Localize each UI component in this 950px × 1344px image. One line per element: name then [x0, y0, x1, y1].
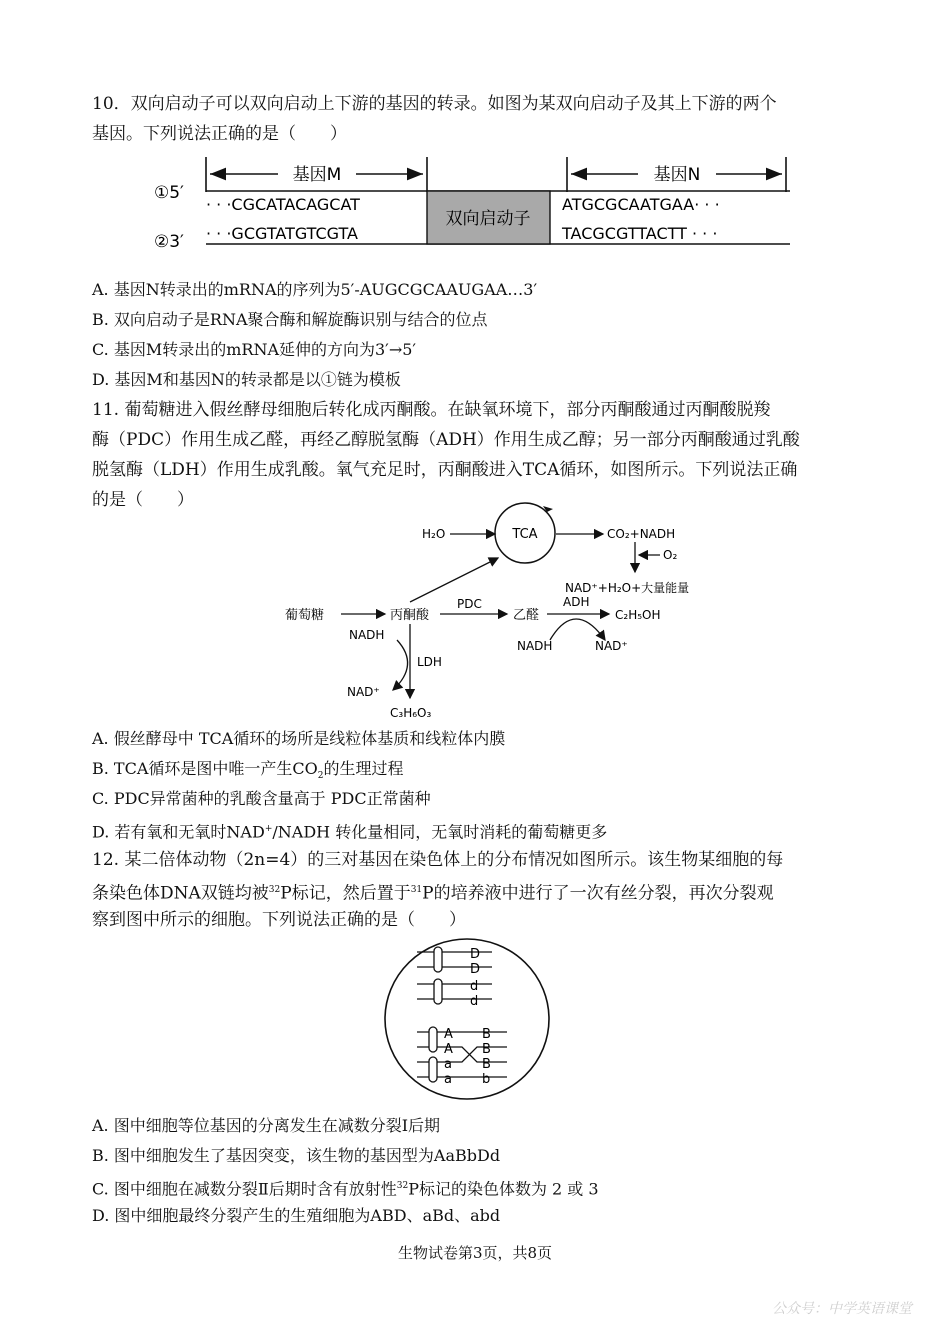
pyruvate-to-tca-arrow	[410, 558, 498, 602]
q10-stem-line2: 基因。下列说法正确的是（ ）	[92, 124, 347, 144]
o2-label: O₂	[663, 548, 678, 562]
ethanol-label: C₂H₅OH	[615, 608, 661, 622]
tca-label: TCA	[512, 527, 538, 542]
q11-stem-line4: 的是（ ）	[92, 490, 194, 510]
gene-a1: A	[444, 1027, 453, 1042]
q11-option-b: B. TCA循环是图中唯一产生$CO_2$的生理过程	[92, 759, 404, 782]
h2o-label: H₂O	[422, 527, 446, 541]
nad-left-label: NAD⁺	[347, 685, 380, 699]
strand1-label: ①5′	[154, 183, 184, 203]
acetaldehyde-label: 乙醛	[513, 608, 540, 623]
page-footer: 生物试卷第3页，共8页	[397, 1244, 553, 1262]
strand1-right-seq: ATGCGCAATGAA· · ·	[562, 195, 720, 214]
lactate-label: C₃H₆O₃	[390, 706, 432, 720]
strand2-label: ②3′	[154, 232, 184, 252]
q11-option-a: A. 假丝酵母中 TCA循环的场所是线粒体基质和线粒体内膜	[92, 729, 506, 748]
upper-chromosome-pair	[417, 947, 492, 1004]
nadh-to-nad-curve-left	[393, 640, 408, 690]
ldh-label: LDH	[417, 655, 442, 669]
pyruvate-label: 丙酮酸	[390, 608, 430, 623]
q10-option-b: B. 双向启动子是RNA聚合酶和解旋酶识别与结合的位点	[92, 310, 488, 329]
q10-option-c: C. 基因M转录出的mRNA延伸的方向为3′→5′	[92, 340, 417, 359]
gene-m-label: 基因M	[292, 165, 342, 185]
adh-label: ADH	[563, 595, 590, 609]
q10-option-a: A. 基因N转录出的mRNA的序列为5′-AUGCGCAAUGAA…3′	[92, 280, 538, 299]
q10-stem-line1: 10．双向启动子可以双向启动上下游的基因的转录。如图为某双向启动子及其上下游的两个	[92, 94, 777, 114]
q10-option-d: D. 基因M和基因N的转录都是以①链为模板	[92, 370, 401, 389]
gene-b2: B	[482, 1042, 491, 1057]
strand1-left-seq: · · ·CGCATACAGCAT	[206, 195, 360, 214]
nad-right-label: NAD⁺	[595, 639, 628, 653]
q11-metabolism-figure	[285, 500, 705, 725]
nadh-left-label: NADH	[349, 628, 385, 642]
gene-b4: b	[482, 1072, 491, 1087]
q10-dna-figure	[150, 152, 800, 252]
watermark: 公众号：中学英语课堂	[772, 1301, 912, 1317]
gene-n-label: 基因N	[653, 165, 701, 185]
q11-stem-line1: 11. 葡萄糖进入假丝酵母细胞后转化成丙酮酸。在缺氧环境下，部分丙酮酸通过丙酮酸脱羧	[92, 400, 771, 420]
nadh-right-label: NADH	[517, 639, 553, 653]
gene-a4: a	[444, 1072, 452, 1087]
q12-stem-line2: 条染色体DNA双链均被$^{32}$P标记，然后置于$^{31}$P的培养液中进行了一次有丝分裂，再次分裂观	[92, 883, 774, 904]
gene-b3: B	[482, 1057, 491, 1072]
energy-label: NAD⁺+H₂O+大量能量	[565, 581, 690, 595]
q12-option-a: A. 图中细胞等位基因的分离发生在减数分裂Ⅰ后期	[92, 1116, 441, 1135]
gene-d4: d	[470, 994, 479, 1009]
q11-stem-line2: 酶（PDC）作用生成乙醛，再经乙醇脱氢酶（ADH）作用生成乙醇；另一部分丙酮酸通过乳酸	[92, 430, 800, 450]
q12-option-b: B. 图中细胞发生了基因突变，该生物的基因型为AaBbDd	[92, 1146, 501, 1165]
gene-d1: D	[470, 947, 481, 962]
gene-a3: a	[444, 1057, 452, 1072]
q12-cell-figure	[382, 937, 552, 1101]
q11-stem-line3: 脱氢酶（LDH）作用生成乳酸。氧气充足时，丙酮酸进入TCA循环，如图所示。下列说法正确	[92, 460, 798, 480]
q12-stem-line1: 12. 某二倍体动物（2n=4）的三对基因在染色体上的分布情况如图所示。该生物某细胞的每	[92, 850, 784, 870]
promoter-label: 双向启动子	[445, 209, 531, 229]
gene-d2: D	[470, 962, 481, 977]
strand2-right-seq: TACGCGTTACTT · · ·	[562, 224, 718, 243]
gene-b1: B	[482, 1027, 491, 1042]
cell-membrane	[385, 939, 549, 1099]
gene-d3: d	[470, 979, 479, 994]
q12-option-c: C. 图中细胞在减数分裂Ⅱ后期时含有放射性$^{32}$P标记的染色体数为 2 或 3	[92, 1179, 599, 1199]
q11-option-c: C. PDC异常菌种的乳酸含量高于 PDC正常菌种	[92, 789, 431, 808]
q11-option-d: D. 若有氧和无氧时NAD+/NADH 转化量相同，无氧时消耗的葡萄糖更多	[92, 822, 608, 842]
lower-chromosome-pair	[417, 1027, 507, 1082]
nadh-to-nad-curve-right	[550, 619, 605, 640]
q12-option-d: D. 图中细胞最终分裂产生的生殖细胞为ABD、aBd、abd	[92, 1206, 501, 1225]
q12-stem-line3: 察到图中所示的细胞。下列说法正确的是（ ）	[92, 910, 466, 930]
co2-nadh-label: CO₂+NADH	[607, 527, 676, 541]
strand2-left-seq: · · ·GCGTATGTCGTA	[206, 224, 358, 243]
pdc-label: PDC	[457, 597, 482, 611]
glucose-label: 葡萄糖	[285, 608, 325, 623]
gene-a2: A	[444, 1042, 453, 1057]
